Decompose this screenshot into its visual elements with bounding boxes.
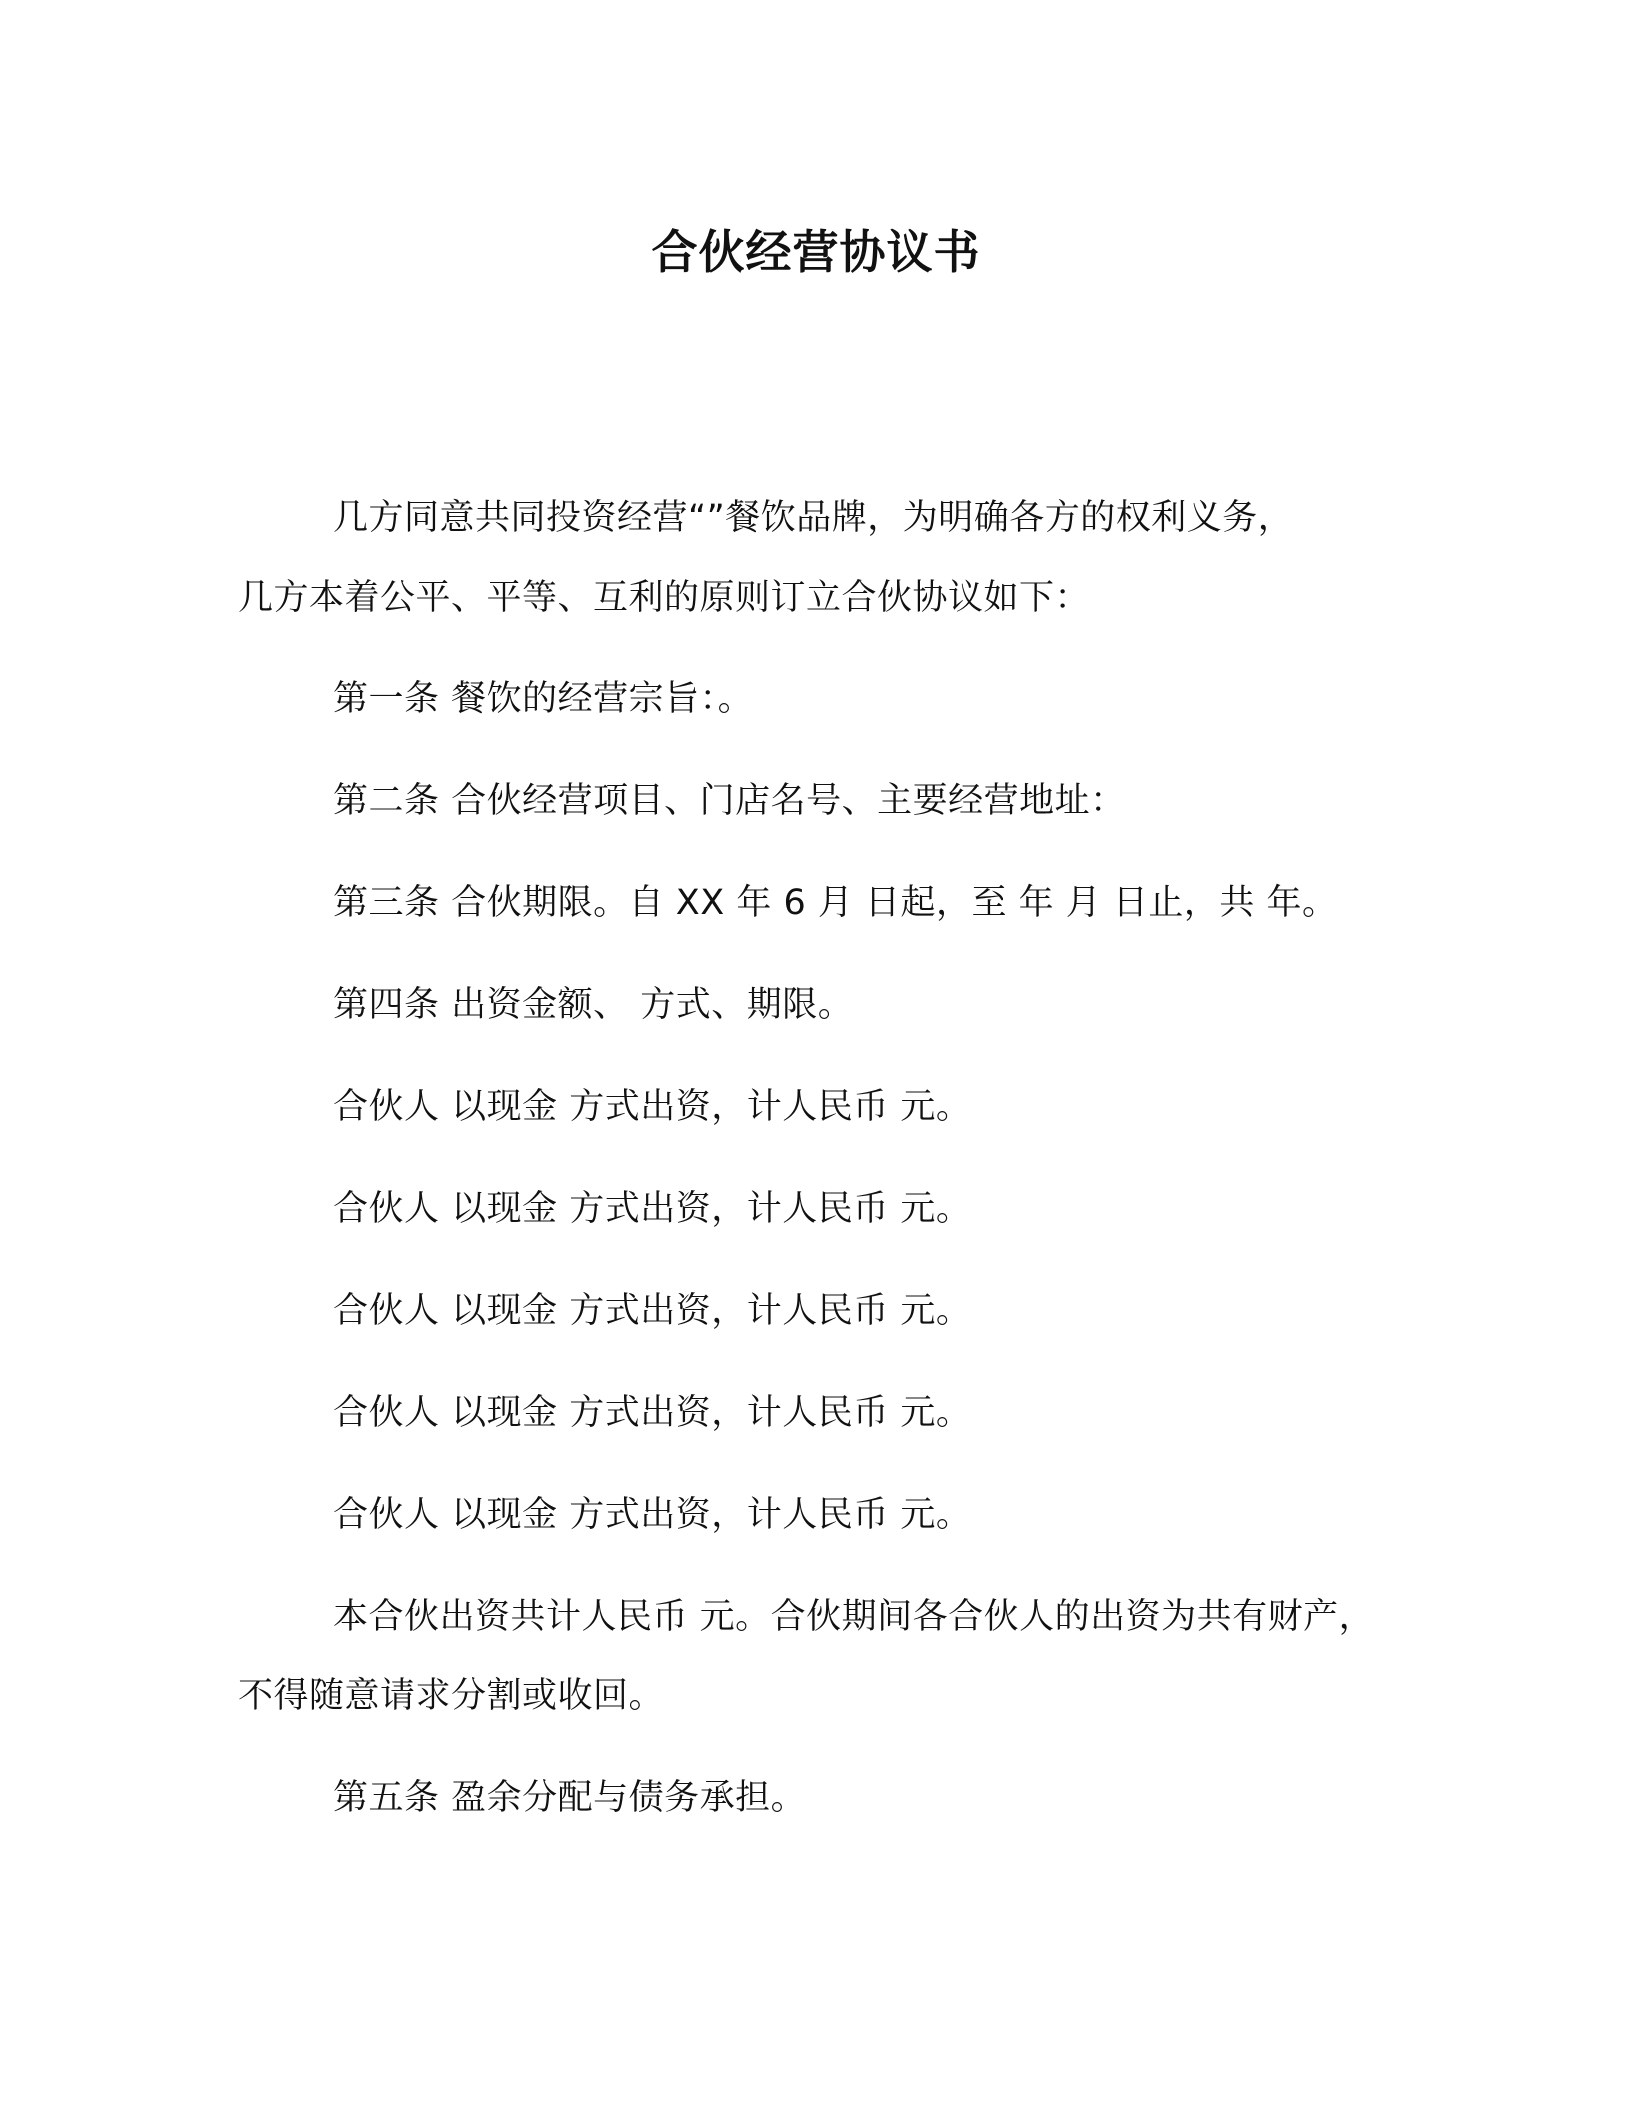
partner-contribution-line: 合伙人 以现金 方式出资，计人民币 元。: [333, 1087, 972, 1127]
total-contribution-line-2: 不得随意请求分割或收回。: [238, 1676, 665, 1716]
partner-contribution-line: 合伙人 以现金 方式出资，计人民币 元。: [333, 1291, 972, 1331]
article-1: 第一条 餐饮的经营宗旨：。: [333, 679, 754, 719]
partner-contribution-line: 合伙人 以现金 方式出资，计人民币 元。: [333, 1189, 972, 1229]
article-2: 第二条 合伙经营项目、门店名号、主要经营地址：: [333, 781, 1126, 821]
partner-contribution-line: 合伙人 以现金 方式出资，计人民币 元。: [333, 1393, 972, 1433]
preamble-line-2: 几方本着公平、平等、互利的原则订立合伙协议如下：: [238, 578, 1091, 618]
article-3: 第三条 合伙期限。自 XX 年 6 月 日起，至 年 月 日止，共 年。: [333, 883, 1338, 923]
preamble-line-1: 几方同意共同投资经营“”餐饮品牌，为明确各方的权利义务，: [333, 498, 1294, 538]
partner-contribution-line: 合伙人 以现金 方式出资，计人民币 元。: [333, 1495, 972, 1535]
document-title: 合伙经营协议书: [651, 225, 981, 279]
total-contribution-line-1: 本合伙出资共计人民币 元。合伙期间各合伙人的出资为共有财产，: [333, 1597, 1375, 1637]
article-5: 第五条 盈余分配与债务承担。: [333, 1778, 807, 1818]
article-4: 第四条 出资金额、 方式、期限。: [333, 985, 854, 1025]
